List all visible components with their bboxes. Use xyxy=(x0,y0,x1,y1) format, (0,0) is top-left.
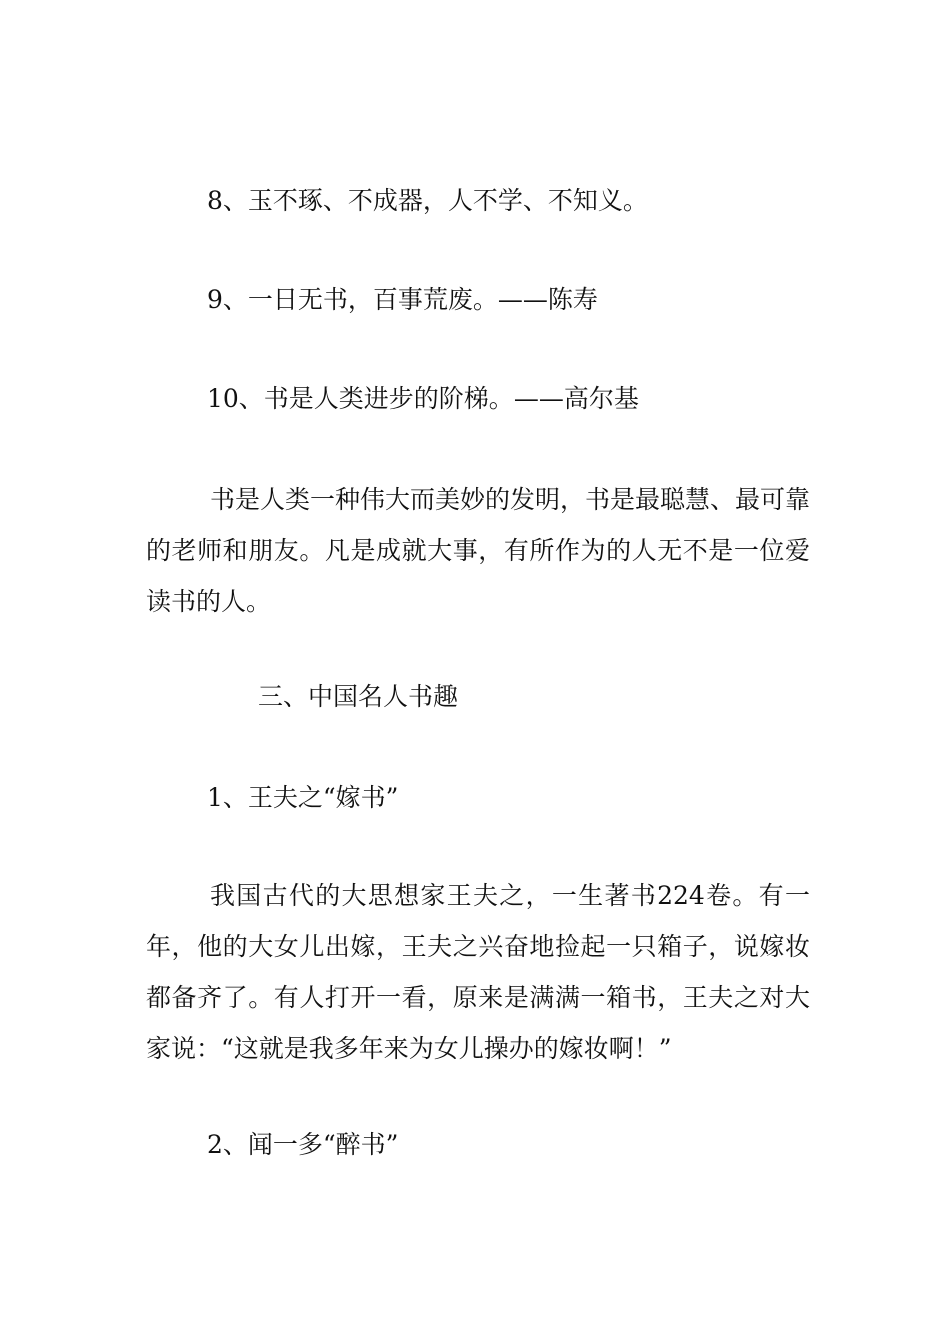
story-2-heading: 2、闻一多“醉书” xyxy=(207,1130,399,1159)
quote-10: 10、书是人类进步的阶梯。——高尔基 xyxy=(207,384,639,413)
quote-9: 9、一日无书，百事荒废。——陈寿 xyxy=(207,285,598,314)
quote-8: 8、玉不琢、不成器，人不学、不知义。 xyxy=(207,186,648,215)
section-heading: 三、中国名人书趣 xyxy=(258,682,459,711)
story-1-body: 我国古代的大思想家王夫之，一生著书224卷。有一年，他的大女儿出嫁，王夫之兴奋地捡起一只箱子，说嫁妆都备齐了。有人打开一看，原来是满满一箱书，王夫之对大家说：“这就是我多年来为女儿操办的嫁妆啊！” xyxy=(146,881,810,1063)
story-1-heading: 1、王夫之“嫁书” xyxy=(207,783,399,812)
summary-paragraph: 书是人类一种伟大而美妙的发明，书是最聪慧、最可靠的老师和朋友。凡是成就大事，有所作为的人无不是一位爱读书的人。 xyxy=(146,485,811,616)
